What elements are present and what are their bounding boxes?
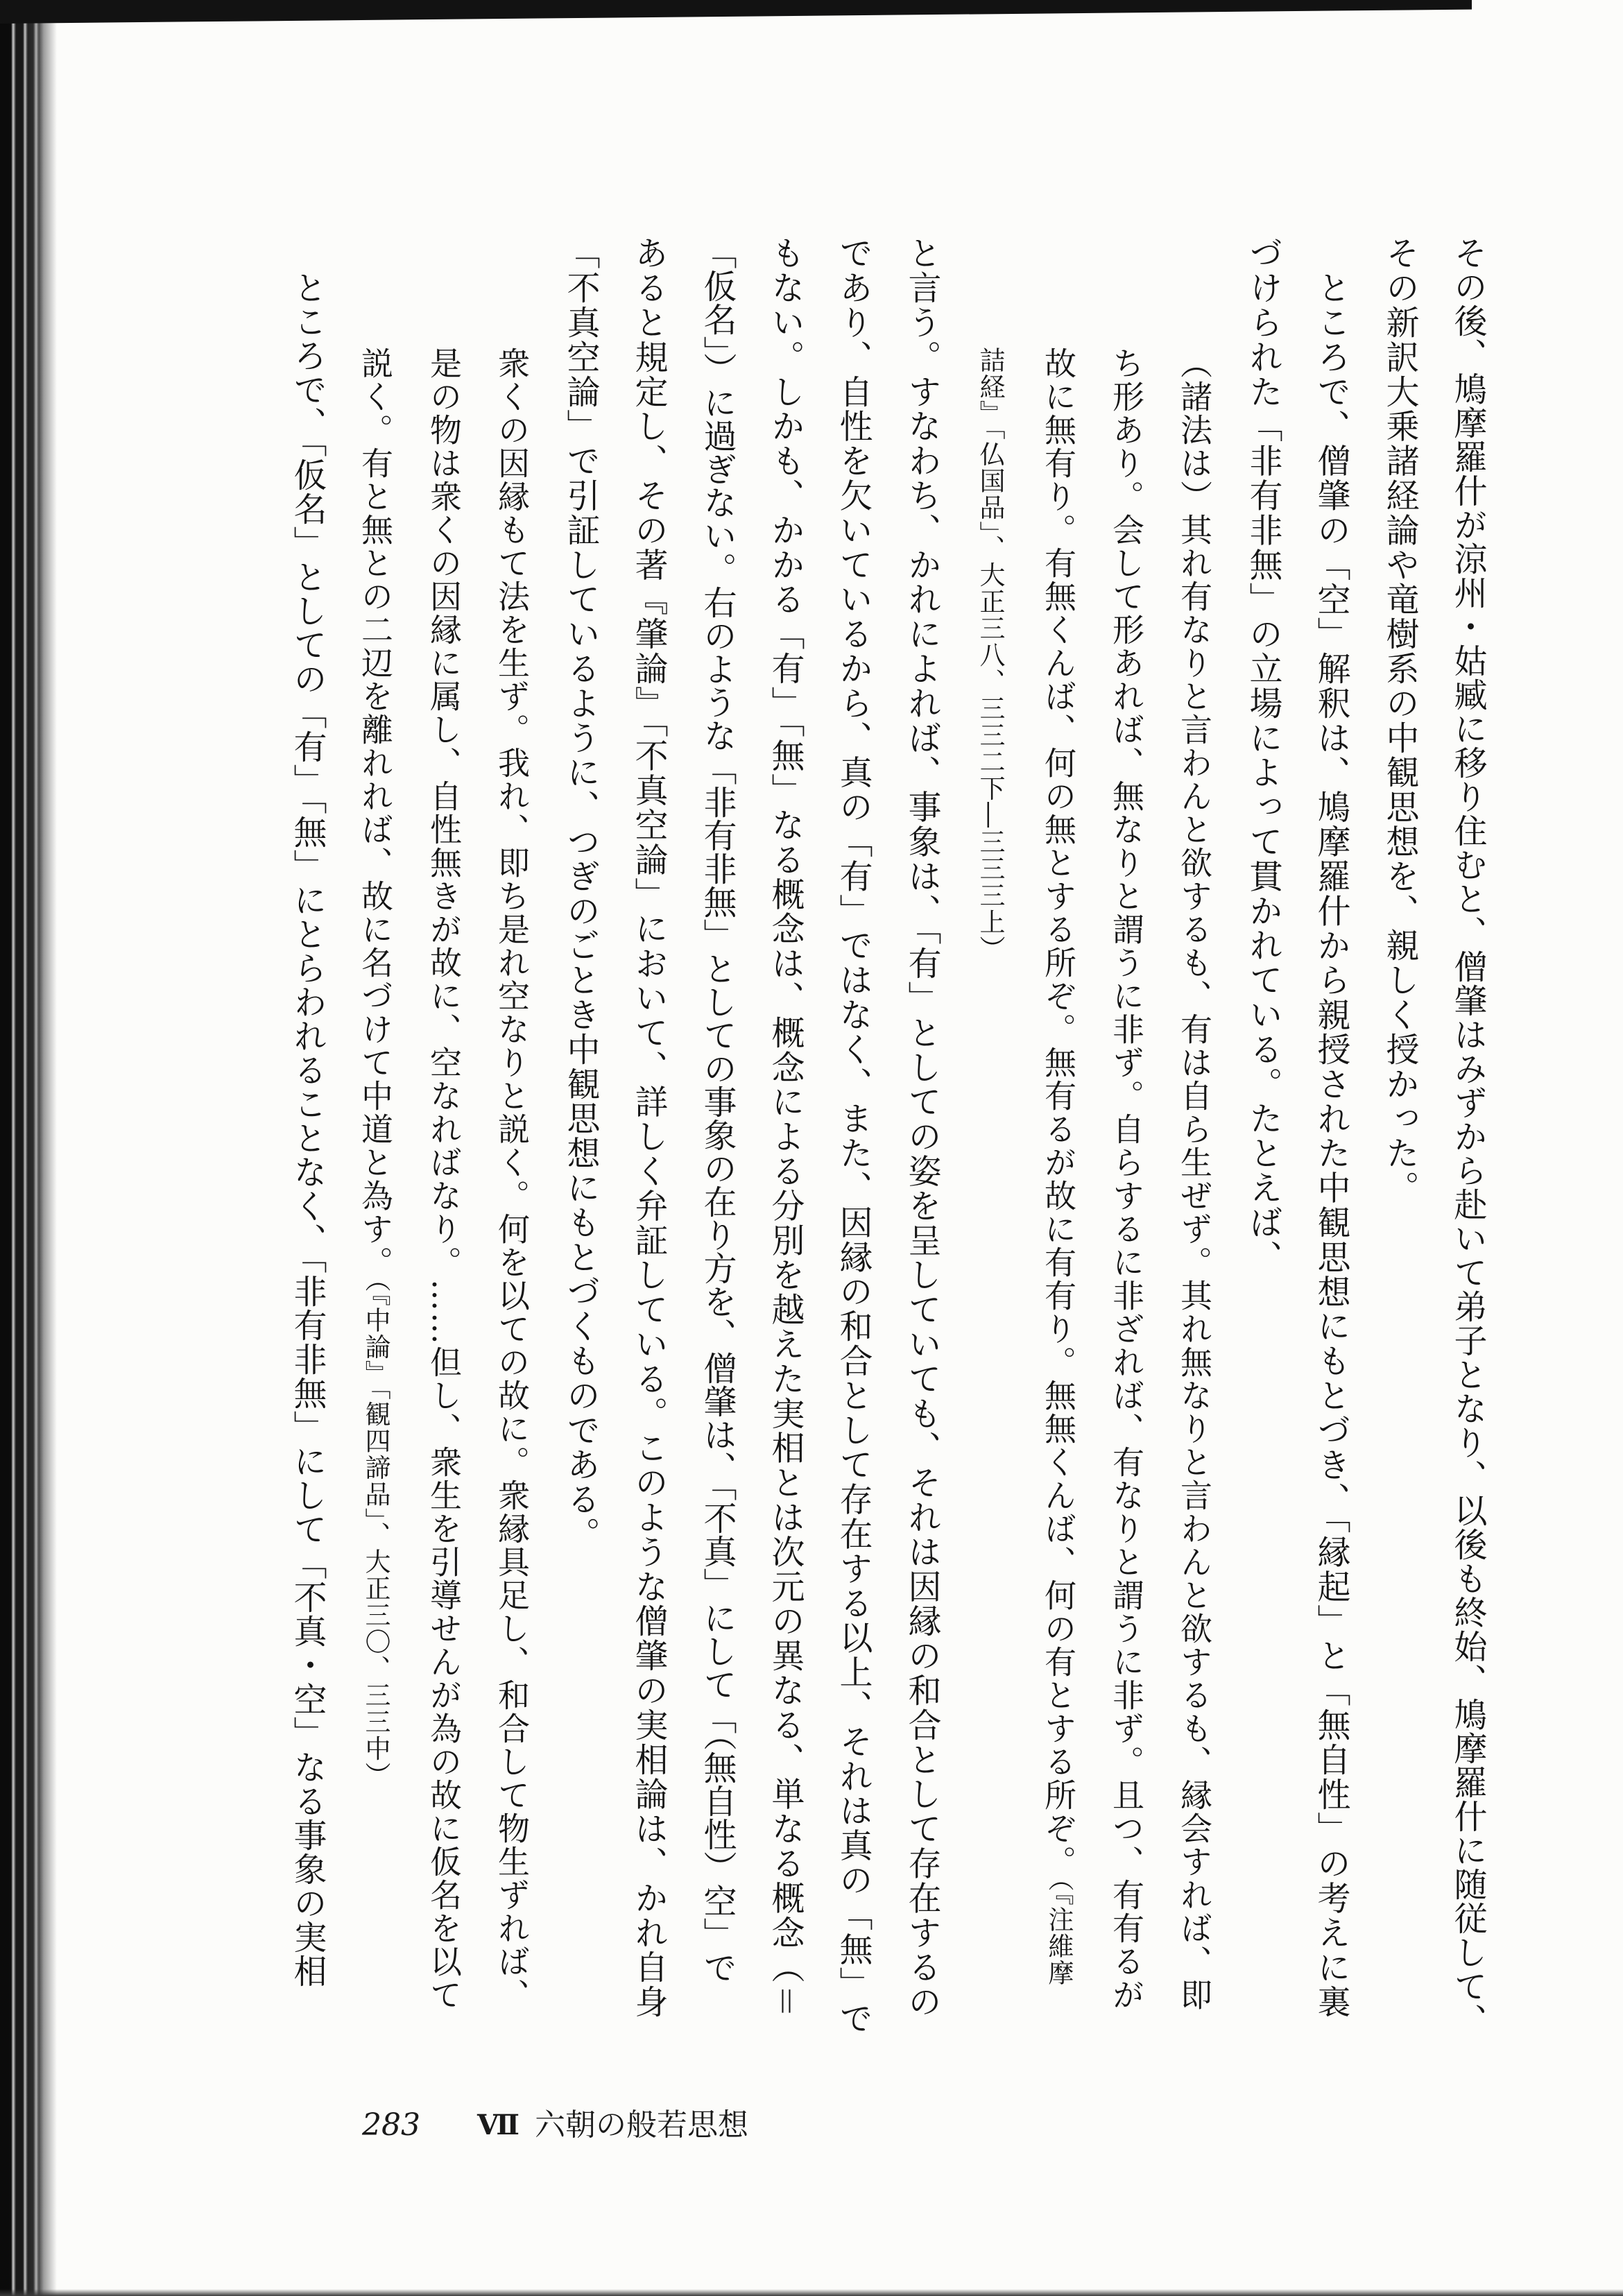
quote-text: 説く。有と無との二辺を離れれば、故に名づけて中道と為す。 (357, 347, 394, 1279)
page-number: 283 (362, 2107, 420, 2143)
quote-line (1038, 347, 1079, 2220)
quote-text: 故に無有り。有無くんば、何の無とする所ぞ。無有るが故に有有り。無無くんば、何の有とする所ぞ。 (1040, 347, 1077, 1878)
citation-text: （『注維摩 (1044, 1878, 1074, 1987)
scan-edge-left (0, 0, 57, 2296)
body-text-line: その後、鳩摩羅什が涼州・姑臧に移り住むと、僧肇はみずから赴いて弟子となり、以後も終始、鳩摩羅什に随従して、 (1448, 236, 1487, 2037)
quote-line (354, 347, 396, 2220)
scan-edge-top (0, 0, 1472, 24)
chapter-title: 六朝の般若思想 (535, 2107, 748, 2143)
body-text-line: ところで、僧肇の「空」解釈は、鳩摩羅什から親授された中観思想にもとづき、「縁起」と「無自性」の考えに裏 (1312, 271, 1350, 2019)
citation-text: （『中論』「観四諦品」、大正三〇、三三中） (361, 1279, 390, 1789)
quote-line: ち形あり。会して形あれば、無なりと謂うに非ず。自らするに非ざれば、有なりと謂うに非ず。且つ、有有るが (1108, 347, 1145, 2012)
scan-edge-bottom (0, 2289, 1623, 2296)
body-text-line: 「仮名」）に過ぎない。右のような「非有非無」としての事象の在り方を、僧肇は、「不真」にして「（無自性）空」で (698, 236, 737, 1984)
quote-line: （諸法は）其れ有なりと言わんと欲するも、有は自ら生ぜず。其れ無なりと言わんと欲するも、縁会すれば、即 (1176, 347, 1213, 2012)
body-text-line: であり、自性を欠いているから、真の「有」ではなく、また、因縁の和合として存在する以上、それは真の「無」で (834, 236, 873, 2036)
body-text-line: 「不真空論」で引証しているように、つぎのごとき中観思想にもとづくものである。 (561, 236, 600, 1552)
body-text-line: と言う。すなわち、かれによれば、事象は、「有」としての姿を呈していても、それは因縁の和合として存在するの (902, 236, 941, 2019)
body-text-line: その新訳大乗諸経論や竜樹系の中観思想を、親しく授かった。 (1380, 236, 1419, 1206)
body-text-line: ところで、「仮名」としての「有」「無」にとらわれることなく、「非有非無」にして「不真・空」なる事象の実相 (288, 271, 327, 1988)
quote-line: 是の物は衆くの因縁に属し、自性無きが故に、空なればなり。……但し、衆生を引導せんが為の故に仮名を以て (425, 347, 463, 2012)
chapter-numeral: Ⅶ (477, 2109, 519, 2141)
quote-line: 衆くの因縁もて法を生ず。我れ、即ち是れ空なりと説く。何を以ての故に。衆縁具足し、和合して物生ずれば、 (493, 347, 531, 2012)
body-text-line: づけられた「非有非無」の立場によって貫かれている。たとえば、 (1244, 236, 1282, 1274)
body-text-line: あると規定し、その著『肇論』「不真空論」において、詳しく弁証している。このような僧肇の実相論は、かれ自身 (629, 236, 668, 2019)
citation-text: 詰経』「仏国品」、大正三八、三三二下―三三三上） (975, 347, 1005, 962)
body-text-line: もない。しかも、かかる「有」「無」なる概念は、概念による分別を越えた実相とは次元の異なる、単なる概念（＝ (766, 236, 805, 2019)
